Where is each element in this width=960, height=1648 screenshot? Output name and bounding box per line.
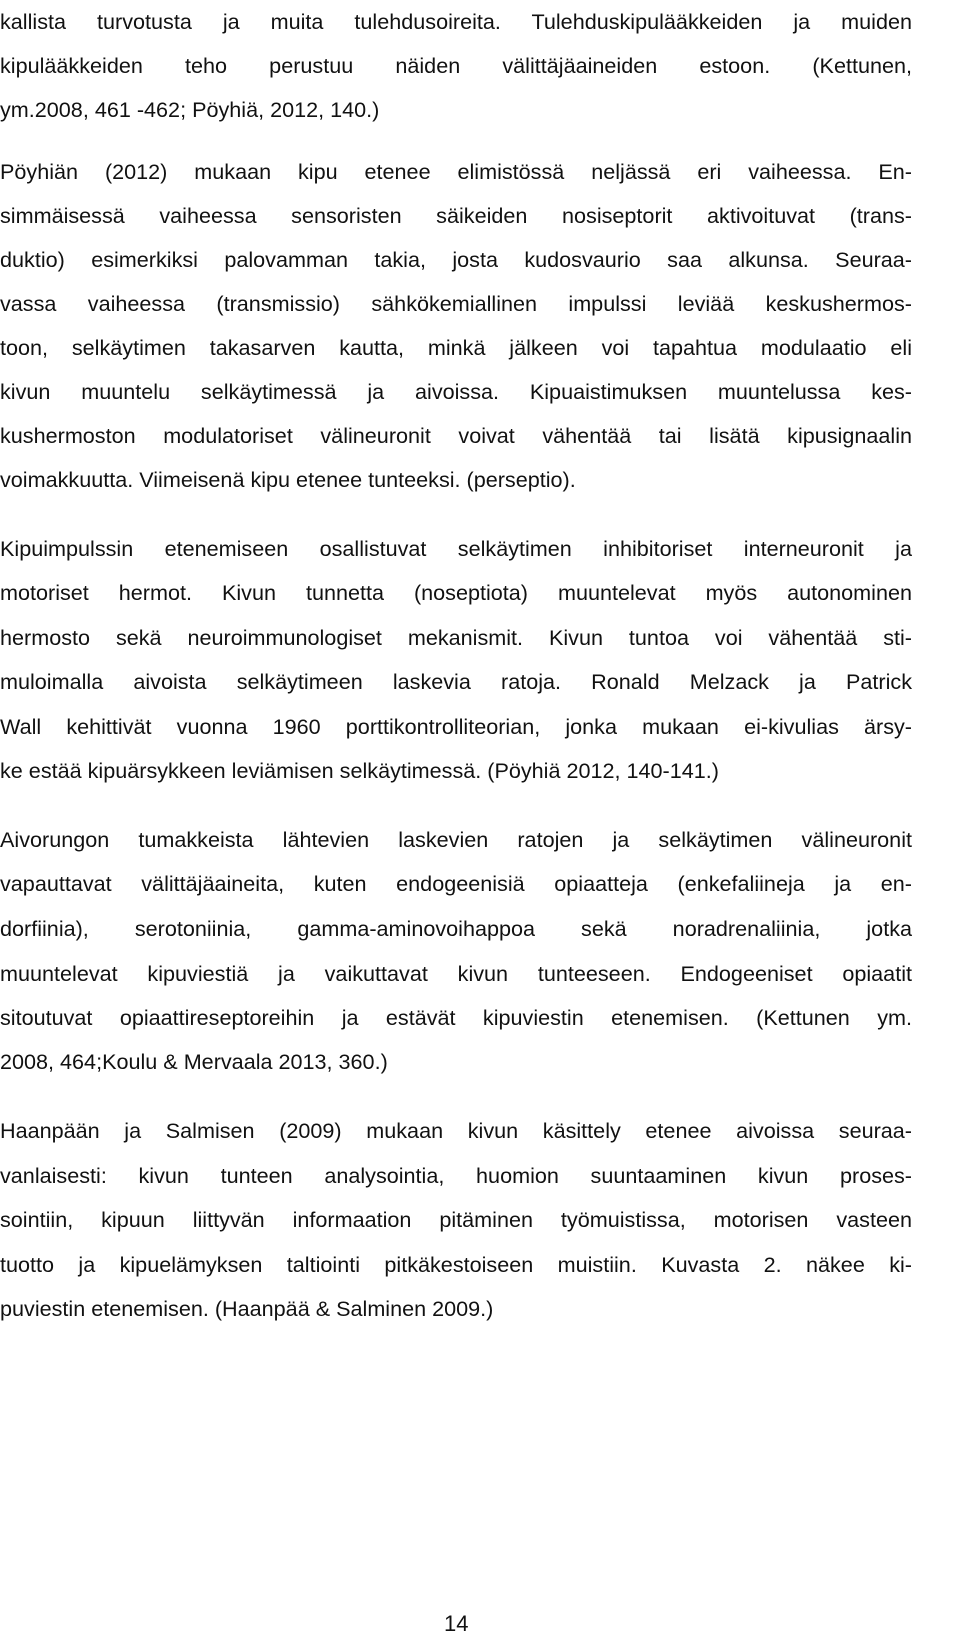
paragraph-3-line-4: muloimalla aivoista selkäytimeen laskevia ratoja. Ronald Melzack ja Patrick [0, 669, 912, 694]
page-number: 14 [444, 1611, 469, 1636]
paragraph-4-line-1: Aivorungon tumakkeista lähtevien laskevien ratojen ja selkäytimen välineuronit [0, 827, 912, 852]
paragraph-3-line-5: Wall kehittivät vuonna 1960 porttikontrolliteorian, jonka mukaan ei-kivulias ärsy- [0, 714, 912, 739]
paragraph-4-line-2: vapauttavat välittäjäaineita, kuten endogeenisiä opiaatteja (enkefaliineja ja en- [0, 871, 912, 896]
paragraph-2-line-2: simmäisessä vaiheessa sensoristen säikeiden nosiseptorit aktivoituvat (trans- [0, 203, 912, 228]
paragraph-3-line-1: Kipuimpulssin etenemiseen osallistuvat selkäytimen inhibitoriset interneuronit ja [0, 536, 912, 561]
paragraph-3-line-2: motoriset hermot. Kivun tunnetta (noseptiota) muuntelevat myös autonominen [0, 580, 912, 605]
paragraph-2-line-3: duktio) esimerkiksi palovamman takia, josta kudosvaurio saa alkunsa. Seuraa- [0, 247, 912, 272]
paragraph-5-line-2: vanlaisesti: kivun tunteen analysointia, huomion suuntaaminen kivun proses- [0, 1163, 912, 1188]
paragraph-1-line-1: kallista turvotusta ja muita tulehdusoireita. Tulehduskipulääkkeiden ja muiden [0, 9, 912, 34]
paragraph-5-line-1: Haanpään ja Salmisen (2009) mukaan kivun käsittely etenee aivoissa seuraa- [0, 1118, 912, 1143]
paragraph-2-line-5: toon, selkäytimen takasarven kautta, minkä jälkeen voi tapahtua modulaatio eli [0, 335, 912, 360]
paragraph-2-line-7: kushermoston modulatoriset välineuronit voivat vähentää tai lisätä kipusignaalin [0, 423, 912, 448]
paragraph-2-line-6: kivun muuntelu selkäytimessä ja aivoissa. Kipuaistimuksen muuntelussa kes- [0, 379, 912, 404]
paragraph-5-line-4: tuotto ja kipuelämyksen taltiointi pitkäkestoiseen muistiin. Kuvasta 2. näkee ki- [0, 1252, 912, 1277]
paragraph-3-line-6: ke estää kipuärsykkeen leviämisen selkäytimessä. (Pöyhiä 2012, 140-141.) [0, 758, 719, 783]
paragraph-1-line-3: ym.2008, 461 -462; Pöyhiä, 2012, 140.) [0, 97, 380, 122]
paragraph-4-line-3: dorfiinia), serotoniinia, gamma-aminovoihappoa sekä noradrenaliinia, jotka [0, 916, 912, 941]
paragraph-3-line-3: hermosto sekä neuroimmunologiset mekanismit. Kivun tuntoa voi vähentää sti- [0, 625, 912, 650]
paragraph-2-line-1: Pöyhiän (2012) mukaan kipu etenee elimistössä neljässä eri vaiheessa. En- [0, 159, 912, 184]
paragraph-4-line-5: sitoutuvat opiaattireseptoreihin ja estävät kipuviestin etenemisen. (Kettunen ym. [0, 1005, 912, 1030]
paragraph-4-line-4: muuntelevat kipuviestiä ja vaikuttavat kivun tunteeseen. Endogeeniset opiaatit [0, 961, 912, 986]
paragraph-5-line-5: puviestin etenemisen. (Haanpää & Salminen 2009.) [0, 1296, 494, 1321]
paragraph-4-line-6: 2008, 464;Koulu & Mervaala 2013, 360.) [0, 1049, 388, 1074]
paragraph-2-line-4: vassa vaiheessa (transmissio) sähkökemiallinen impulssi leviää keskushermos- [0, 291, 912, 316]
paragraph-5-line-3: sointiin, kipuun liittyvän informaation pitäminen työmuistissa, motorisen vasteen [0, 1207, 912, 1232]
paragraph-1-line-2: kipulääkkeiden teho perustuu näiden välittäjäaineiden estoon. (Kettunen, [0, 53, 912, 78]
paragraph-2-line-8: voimakkuutta. Viimeisenä kipu etenee tunteeksi. (perseptio). [0, 467, 576, 492]
